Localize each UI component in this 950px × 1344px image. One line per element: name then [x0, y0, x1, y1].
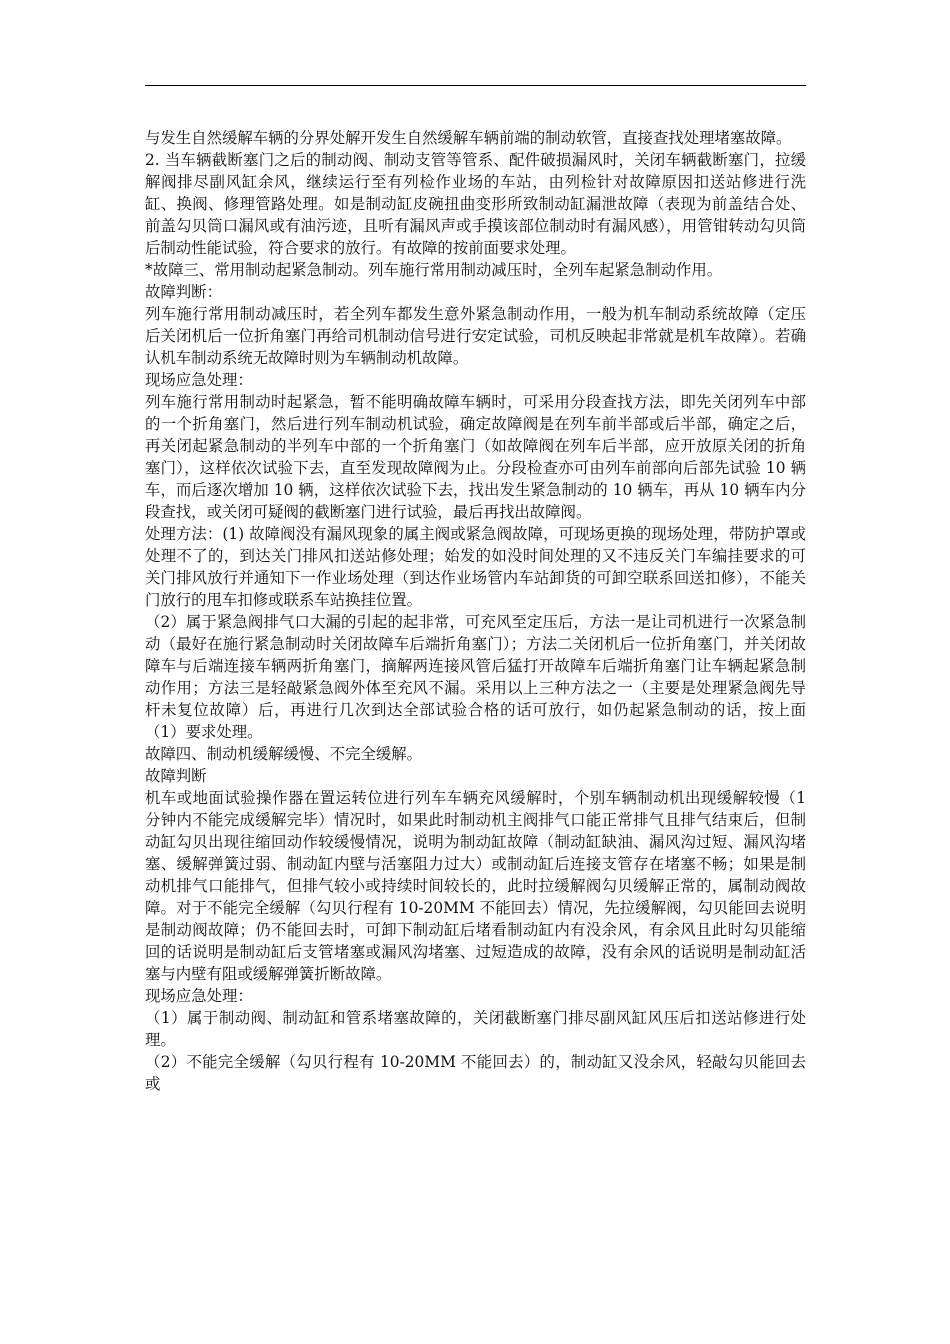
- paragraph: 处理方法：(1) 故障阀没有漏风现象的属主阀或紧急阀故障，可现场更换的现场处理，带防护罩或处理不了的，到达关门排风扣送站修处理；始发的如没时间处理的又不违反关门车编挂要求的可关门排风放行并通知下一作业场处理（到达作业场管内车站卸货的可卸空联系回送扣修），不能关门放行的甩车扣修或联系车站换挂位置。: [145, 525, 806, 609]
- paragraph: （2）属于紧急阀排气口大漏的引起的起非常，可充风至定压后，方法一是让司机进行一次紧急制动（最好在施行紧急制动时关闭故障车后端折角塞门）；方法二关闭机后一位折角塞门，并关闭故障车与后端连接车辆两折角塞门，摘解两连接风管后猛打开故障车后端折角塞门让车辆起紧急制动作用；方法三是轻敲紧急阀外体至充风不漏。采用以上三种方法之一（主要是处理紧急阀先导杆未复位故障）后，再进行几次到达全部试验合格的话可放行，如仍起紧急制动的话，按上面（1）要求处理。: [145, 613, 806, 741]
- section-heading: 现场应急处理：: [145, 371, 253, 389]
- section-heading: 故障判断: [145, 767, 207, 785]
- section-heading: 故障四、制动机缓解缓慢、不完全缓解。: [145, 745, 423, 763]
- paragraph: 列车施行常用制动减压时，若全列车都发生意外紧急制动作用，一般为机车制动系统故障（定压后关闭机后一位折角塞门再给司机制动信号进行安定试验，司机反映起非常就是机车故障）。若确认机车制动系统无故障时则为车辆制动机故障。: [145, 305, 806, 367]
- paragraph: 2. 当车辆截断塞门之后的制动阀、制动支管等管系、配件破损漏风时，关闭车辆截断塞门，拉缓解阀排尽副风缸余风，继续运行至有列检作业场的车站，由列检针对故障原因扣送站修进行洗缸、换阀、修理管路处理。如是制动缸皮碗扭曲变形所致制动缸漏泄故障（表现为前盖结合处、前盖勾贝筒口漏风或有油污迹，且听有漏风声或手摸该部位制动时有漏风感），用管钳转动勾贝筒后制动性能试验，符合要求的放行。有故障的按前面要求处理。: [145, 151, 806, 257]
- document-body: [145, 127, 806, 1095]
- header-rule: [145, 85, 806, 86]
- paragraph: 与发生自然缓解车辆的分界处解开发生自然缓解车辆前端的制动软管，直接查找处理堵塞故障。: [145, 129, 792, 147]
- paragraph: 列车施行常用制动时起紧急，暂不能明确故障车辆时，可采用分段查找方法，即先关闭列车中部的一个折角塞门，然后进行列车制动机试验，确定故障阀是在列车前半部或后半部，确定之后，再关闭起紧急制动的半列车中部的一个折角塞门（如故障阀在列车后半部，应开放原关闭的折角塞门），这样依次试验下去，直至发现故障阀为止。分段检查亦可由列车前部向后部先试验 10 辆车，而后逐次增加 10 辆，这样依次试验下去，找出发生紧急制动的 10 辆车，再从 10 辆车内分段查找，或关闭可疑阀的截断塞门进行试验，最后再找出故障阀。: [145, 393, 806, 521]
- paragraph: 机车或地面试验操作器在置运转位进行列车车辆充风缓解时，个别车辆制动机出现缓解较慢（1 分钟内不能完成缓解完毕）情况时，如果此时制动机主阀排气口能正常排气且排气结束后，但制动缸勾贝出现往缩回动作较缓慢情况，说明为制动缸故障（制动缸缺油、漏风沟过短、漏风沟堵塞、缓解弹簧过弱、制动缸内壁与活塞阻力过大）或制动缸后连接支管存在堵塞不畅；如果是制动机排气口能排气，但排气较小或持续时间较长的，此时拉缓解阀勾贝缓解正常的，属制动阀故障。对于不能完全缓解（勾贝行程有 10-20MM 不能回去）情况，先拉缓解阀，勾贝能回去说明是制动阀故障；仍不能回去时，可卸下制动缸后堵看制动缸内有没余风，有余风且此时勾贝能缩回的话说明是制动缸后支管堵塞或漏风沟堵塞、过短造成的故障，没有余风的话说明是制动缸活塞与内壁有阻或缓解弹簧折断故障。: [145, 789, 806, 983]
- paragraph: *故障三、常用制动起紧急制动。列车施行常用制动减压时，全列车起紧急制动作用。: [145, 261, 723, 279]
- section-heading: 故障判断：: [145, 283, 222, 301]
- paragraph: （2）不能完全缓解（勾贝行程有 10-20MM 不能回去）的，制动缸又没余风，轻敲勾贝能回去或: [145, 1053, 806, 1093]
- section-heading: 现场应急处理：: [145, 987, 253, 1005]
- paragraph: （1）属于制动阀、制动缸和管系堵塞故障的，关闭截断塞门排尽副风缸风压后扣送站修进行处理。: [145, 1009, 806, 1049]
